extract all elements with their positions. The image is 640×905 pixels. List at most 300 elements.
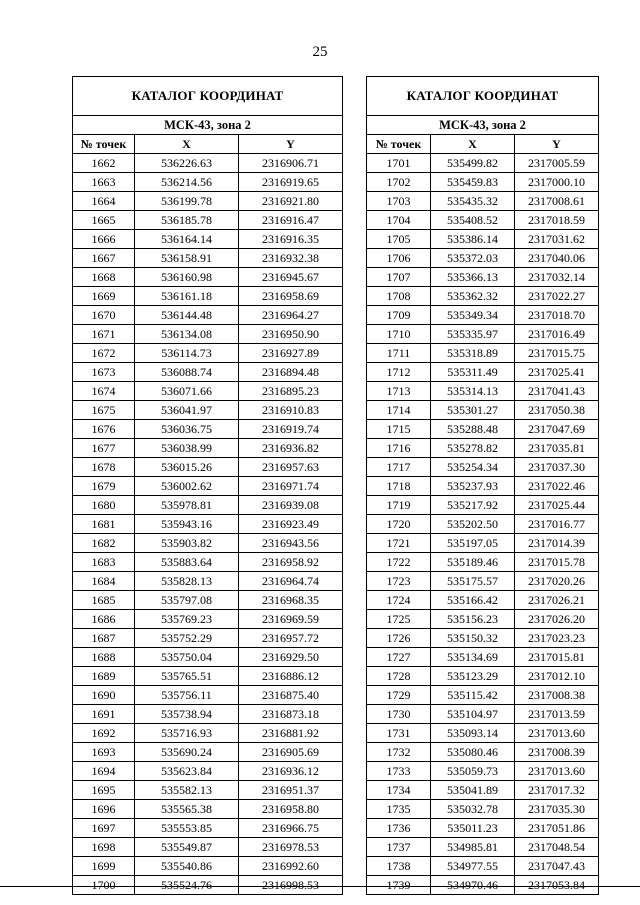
table-row [73, 230, 343, 249]
coordinate-catalog-table-right [366, 76, 599, 895]
x-coordinate-cell: 535217.92 [431, 496, 515, 515]
y-coordinate-cell: 2316950.90 [239, 325, 343, 344]
table-row [73, 268, 343, 287]
point-number-cell: 1682 [73, 534, 135, 553]
table-row [367, 724, 599, 743]
x-coordinate-cell: 535314.13 [431, 382, 515, 401]
point-number-cell: 1730 [367, 705, 431, 724]
x-coordinate-cell: 535769.23 [135, 610, 239, 629]
table-row [367, 648, 599, 667]
point-number-cell: 1681 [73, 515, 135, 534]
point-number-cell: 1684 [73, 572, 135, 591]
point-number-cell: 1688 [73, 648, 135, 667]
y-coordinate-cell: 2316916.47 [239, 211, 343, 230]
x-coordinate-cell: 535883.64 [135, 553, 239, 572]
point-number-cell: 1666 [73, 230, 135, 249]
x-coordinate-cell: 535524.76 [135, 876, 239, 895]
table-row [73, 154, 343, 173]
y-coordinate-cell: 2317008.38 [515, 686, 599, 705]
y-coordinate-cell: 2317022.27 [515, 287, 599, 306]
x-coordinate-cell: 534970.46 [431, 876, 515, 895]
table-row [367, 211, 599, 230]
table-row [367, 876, 599, 895]
table-row [367, 800, 599, 819]
y-coordinate-cell: 2317047.43 [515, 857, 599, 876]
y-coordinate-cell: 2316905.69 [239, 743, 343, 762]
x-coordinate-cell: 535690.24 [135, 743, 239, 762]
y-coordinate-cell: 2317015.75 [515, 344, 599, 363]
table-row [367, 819, 599, 838]
table-row [73, 724, 343, 743]
y-coordinate-cell: 2317022.46 [515, 477, 599, 496]
x-coordinate-cell: 535197.05 [431, 534, 515, 553]
x-coordinate-cell: 535828.13 [135, 572, 239, 591]
y-coordinate-cell: 2317037.30 [515, 458, 599, 477]
table-row [367, 306, 599, 325]
y-coordinate-cell: 2316921.80 [239, 192, 343, 211]
x-coordinate-cell: 536199.78 [135, 192, 239, 211]
point-number-cell: 1674 [73, 382, 135, 401]
table-row [73, 781, 343, 800]
page-number: 25 [312, 44, 328, 60]
x-coordinate-cell: 535134.69 [431, 648, 515, 667]
table-row [73, 192, 343, 211]
x-coordinate-cell: 535435.32 [431, 192, 515, 211]
point-number-cell: 1698 [73, 838, 135, 857]
x-coordinate-cell: 536161.18 [135, 287, 239, 306]
point-number-cell: 1699 [73, 857, 135, 876]
x-coordinate-cell: 535549.87 [135, 838, 239, 857]
point-number-cell: 1701 [367, 154, 431, 173]
point-number-cell: 1705 [367, 230, 431, 249]
y-coordinate-cell: 2316957.72 [239, 629, 343, 648]
x-coordinate-cell: 535011.23 [431, 819, 515, 838]
y-coordinate-cell: 2317048.54 [515, 838, 599, 857]
y-coordinate-cell: 2316945.67 [239, 268, 343, 287]
y-coordinate-cell: 2317053.84 [515, 876, 599, 895]
x-coordinate-cell: 535237.93 [431, 477, 515, 496]
point-number-cell: 1696 [73, 800, 135, 819]
y-coordinate-cell: 2316923.49 [239, 515, 343, 534]
table-row [367, 287, 599, 306]
point-number-cell: 1707 [367, 268, 431, 287]
y-coordinate-cell: 2316957.63 [239, 458, 343, 477]
y-coordinate-cell: 2316906.71 [239, 154, 343, 173]
x-coordinate-cell: 535565.38 [135, 800, 239, 819]
y-coordinate-cell: 2317025.41 [515, 363, 599, 382]
table-row [73, 458, 343, 477]
table-row [367, 534, 599, 553]
table-row [73, 591, 343, 610]
point-number-cell: 1704 [367, 211, 431, 230]
point-number-cell: 1686 [73, 610, 135, 629]
table-row [367, 344, 599, 363]
y-coordinate-cell: 2317035.81 [515, 439, 599, 458]
point-number-cell: 1677 [73, 439, 135, 458]
y-coordinate-cell: 2317015.78 [515, 553, 599, 572]
y-coordinate-cell: 2316943.56 [239, 534, 343, 553]
table-row [73, 857, 343, 876]
y-coordinate-cell: 2317012.10 [515, 667, 599, 686]
point-number-cell: 1709 [367, 306, 431, 325]
table-row [73, 743, 343, 762]
y-coordinate-cell: 2316927.89 [239, 344, 343, 363]
x-coordinate-cell: 535156.23 [431, 610, 515, 629]
y-coordinate-cell: 2316910.83 [239, 401, 343, 420]
x-coordinate-cell: 535738.94 [135, 705, 239, 724]
x-coordinate-cell: 536134.08 [135, 325, 239, 344]
table-row [73, 249, 343, 268]
table-row [367, 838, 599, 857]
point-number-cell: 1716 [367, 439, 431, 458]
column-header-x: X [431, 135, 515, 154]
table-row [73, 515, 343, 534]
x-coordinate-cell: 535150.32 [431, 629, 515, 648]
table-row [367, 781, 599, 800]
catalog-title: КАТАЛОГ КООРДИНАТ [367, 77, 599, 116]
table-body [367, 154, 599, 895]
point-number-cell: 1734 [367, 781, 431, 800]
x-coordinate-cell: 535202.50 [431, 515, 515, 534]
x-coordinate-cell: 535288.48 [431, 420, 515, 439]
point-number-cell: 1732 [367, 743, 431, 762]
x-coordinate-cell: 535104.97 [431, 705, 515, 724]
point-number-cell: 1718 [367, 477, 431, 496]
table-row [367, 553, 599, 572]
point-number-cell: 1683 [73, 553, 135, 572]
y-coordinate-cell: 2316886.12 [239, 667, 343, 686]
point-number-cell: 1664 [73, 192, 135, 211]
x-coordinate-cell: 535311.49 [431, 363, 515, 382]
table-body [73, 154, 343, 895]
point-number-cell: 1700 [73, 876, 135, 895]
table-row [73, 800, 343, 819]
x-coordinate-cell: 535903.82 [135, 534, 239, 553]
table-row [367, 591, 599, 610]
y-coordinate-cell: 2317031.62 [515, 230, 599, 249]
y-coordinate-cell: 2316958.69 [239, 287, 343, 306]
point-number-cell: 1680 [73, 496, 135, 515]
y-coordinate-cell: 2317041.43 [515, 382, 599, 401]
point-number-cell: 1712 [367, 363, 431, 382]
point-number-cell: 1722 [367, 553, 431, 572]
table-row [367, 458, 599, 477]
x-coordinate-cell: 536015.26 [135, 458, 239, 477]
point-number-cell: 1687 [73, 629, 135, 648]
x-coordinate-cell: 535349.34 [431, 306, 515, 325]
table-row [73, 762, 343, 781]
point-number-cell: 1706 [367, 249, 431, 268]
x-coordinate-cell: 535278.82 [431, 439, 515, 458]
table-row [73, 648, 343, 667]
column-header-y: Y [515, 135, 599, 154]
point-number-cell: 1668 [73, 268, 135, 287]
y-coordinate-cell: 2316932.38 [239, 249, 343, 268]
x-coordinate-cell: 535175.57 [431, 572, 515, 591]
point-number-cell: 1714 [367, 401, 431, 420]
table-row [367, 325, 599, 344]
column-header-point-number: № точек [73, 135, 135, 154]
y-coordinate-cell: 2317005.59 [515, 154, 599, 173]
table-row [367, 515, 599, 534]
point-number-cell: 1713 [367, 382, 431, 401]
table-row [73, 534, 343, 553]
x-coordinate-cell: 535372.03 [431, 249, 515, 268]
point-number-cell: 1737 [367, 838, 431, 857]
y-coordinate-cell: 2317014.39 [515, 534, 599, 553]
table-row [73, 876, 343, 895]
table-row [367, 363, 599, 382]
x-coordinate-cell: 535335.97 [431, 325, 515, 344]
table-row [367, 173, 599, 192]
x-coordinate-cell: 536185.78 [135, 211, 239, 230]
point-number-cell: 1733 [367, 762, 431, 781]
table-row [73, 382, 343, 401]
x-coordinate-cell: 535254.34 [431, 458, 515, 477]
table-row [367, 667, 599, 686]
x-coordinate-cell: 535716.93 [135, 724, 239, 743]
x-coordinate-cell: 535408.52 [431, 211, 515, 230]
coordinate-system-subtitle: МСК-43, зона 2 [367, 116, 599, 135]
point-number-cell: 1665 [73, 211, 135, 230]
point-number-cell: 1695 [73, 781, 135, 800]
point-number-cell: 1715 [367, 420, 431, 439]
x-coordinate-cell: 535459.83 [431, 173, 515, 192]
y-coordinate-cell: 2316875.40 [239, 686, 343, 705]
table-row [73, 287, 343, 306]
table-row [73, 686, 343, 705]
table-row [367, 401, 599, 420]
point-number-cell: 1671 [73, 325, 135, 344]
table-row [367, 268, 599, 287]
table-row [73, 610, 343, 629]
table-row [73, 629, 343, 648]
table-row [367, 572, 599, 591]
table-row [367, 743, 599, 762]
coordinate-catalog-table-left [72, 76, 343, 895]
table-row [367, 762, 599, 781]
table-row [367, 705, 599, 724]
point-number-cell: 1729 [367, 686, 431, 705]
table-row [367, 249, 599, 268]
table-row [73, 705, 343, 724]
y-coordinate-cell: 2317020.26 [515, 572, 599, 591]
y-coordinate-cell: 2316958.80 [239, 800, 343, 819]
y-coordinate-cell: 2317026.21 [515, 591, 599, 610]
point-number-cell: 1725 [367, 610, 431, 629]
x-coordinate-cell: 536160.98 [135, 268, 239, 287]
y-coordinate-cell: 2316966.75 [239, 819, 343, 838]
y-coordinate-cell: 2316895.23 [239, 382, 343, 401]
table-row [73, 306, 343, 325]
x-coordinate-cell: 535499.82 [431, 154, 515, 173]
y-coordinate-cell: 2317018.59 [515, 211, 599, 230]
column-header-y: Y [239, 135, 343, 154]
y-coordinate-cell: 2316936.12 [239, 762, 343, 781]
y-coordinate-cell: 2317008.39 [515, 743, 599, 762]
page-bottom-rule [0, 886, 640, 887]
x-coordinate-cell: 535123.29 [431, 667, 515, 686]
x-coordinate-cell: 536041.97 [135, 401, 239, 420]
point-number-cell: 1739 [367, 876, 431, 895]
x-coordinate-cell: 535752.29 [135, 629, 239, 648]
point-number-cell: 1673 [73, 363, 135, 382]
x-coordinate-cell: 534985.81 [431, 838, 515, 857]
y-coordinate-cell: 2316951.37 [239, 781, 343, 800]
table-row [367, 439, 599, 458]
table-row [73, 363, 343, 382]
point-number-cell: 1670 [73, 306, 135, 325]
table-row [73, 477, 343, 496]
y-coordinate-cell: 2316881.92 [239, 724, 343, 743]
x-coordinate-cell: 535553.85 [135, 819, 239, 838]
table-row [367, 230, 599, 249]
x-coordinate-cell: 536036.75 [135, 420, 239, 439]
y-coordinate-cell: 2316958.92 [239, 553, 343, 572]
x-coordinate-cell: 536114.73 [135, 344, 239, 363]
x-coordinate-cell: 535166.42 [431, 591, 515, 610]
table-row [73, 667, 343, 686]
point-number-cell: 1738 [367, 857, 431, 876]
table-row [73, 211, 343, 230]
point-number-cell: 1726 [367, 629, 431, 648]
table-row [73, 553, 343, 572]
table-row [367, 477, 599, 496]
point-number-cell: 1710 [367, 325, 431, 344]
x-coordinate-cell: 535540.86 [135, 857, 239, 876]
y-coordinate-cell: 2316992.60 [239, 857, 343, 876]
y-coordinate-cell: 2317047.69 [515, 420, 599, 439]
x-coordinate-cell: 535032.78 [431, 800, 515, 819]
x-coordinate-cell: 535189.46 [431, 553, 515, 572]
x-coordinate-cell: 535041.89 [431, 781, 515, 800]
y-coordinate-cell: 2317017.32 [515, 781, 599, 800]
point-number-cell: 1689 [73, 667, 135, 686]
x-coordinate-cell: 534977.55 [431, 857, 515, 876]
point-number-cell: 1667 [73, 249, 135, 268]
table-row [73, 838, 343, 857]
y-coordinate-cell: 2316936.82 [239, 439, 343, 458]
x-coordinate-cell: 535623.84 [135, 762, 239, 781]
x-coordinate-cell: 535059.73 [431, 762, 515, 781]
table-row [73, 420, 343, 439]
table-row [367, 686, 599, 705]
point-number-cell: 1711 [367, 344, 431, 363]
table-row [367, 192, 599, 211]
column-header-x: X [135, 135, 239, 154]
x-coordinate-cell: 535115.42 [431, 686, 515, 705]
table-row [367, 857, 599, 876]
point-number-cell: 1685 [73, 591, 135, 610]
point-number-cell: 1727 [367, 648, 431, 667]
y-coordinate-cell: 2317016.77 [515, 515, 599, 534]
point-number-cell: 1694 [73, 762, 135, 781]
x-coordinate-cell: 535797.08 [135, 591, 239, 610]
y-coordinate-cell: 2317000.10 [515, 173, 599, 192]
y-coordinate-cell: 2316873.18 [239, 705, 343, 724]
x-coordinate-cell: 535943.16 [135, 515, 239, 534]
table-row [73, 819, 343, 838]
point-number-cell: 1728 [367, 667, 431, 686]
x-coordinate-cell: 535756.11 [135, 686, 239, 705]
y-coordinate-cell: 2316916.35 [239, 230, 343, 249]
point-number-cell: 1672 [73, 344, 135, 363]
y-coordinate-cell: 2316964.74 [239, 572, 343, 591]
y-coordinate-cell: 2316968.35 [239, 591, 343, 610]
x-coordinate-cell: 536038.99 [135, 439, 239, 458]
point-number-cell: 1719 [367, 496, 431, 515]
point-number-cell: 1702 [367, 173, 431, 192]
table-row [73, 325, 343, 344]
point-number-cell: 1721 [367, 534, 431, 553]
table-row [73, 401, 343, 420]
point-number-cell: 1675 [73, 401, 135, 420]
y-coordinate-cell: 2316919.65 [239, 173, 343, 192]
y-coordinate-cell: 2316939.08 [239, 496, 343, 515]
point-number-cell: 1663 [73, 173, 135, 192]
x-coordinate-cell: 535765.51 [135, 667, 239, 686]
x-coordinate-cell: 535750.04 [135, 648, 239, 667]
y-coordinate-cell: 2317008.61 [515, 192, 599, 211]
point-number-cell: 1736 [367, 819, 431, 838]
table-row [367, 154, 599, 173]
point-number-cell: 1676 [73, 420, 135, 439]
y-coordinate-cell: 2317050.38 [515, 401, 599, 420]
point-number-cell: 1717 [367, 458, 431, 477]
table-row [367, 496, 599, 515]
point-number-cell: 1679 [73, 477, 135, 496]
y-coordinate-cell: 2317013.60 [515, 724, 599, 743]
x-coordinate-cell: 536226.63 [135, 154, 239, 173]
y-coordinate-cell: 2316919.74 [239, 420, 343, 439]
table-row [73, 173, 343, 192]
y-coordinate-cell: 2317025.44 [515, 496, 599, 515]
x-coordinate-cell: 536214.56 [135, 173, 239, 192]
y-coordinate-cell: 2317018.70 [515, 306, 599, 325]
y-coordinate-cell: 2317015.81 [515, 648, 599, 667]
y-coordinate-cell: 2316971.74 [239, 477, 343, 496]
y-coordinate-cell: 2316969.59 [239, 610, 343, 629]
x-coordinate-cell: 536002.62 [135, 477, 239, 496]
table-row [367, 610, 599, 629]
x-coordinate-cell: 535366.13 [431, 268, 515, 287]
point-number-cell: 1692 [73, 724, 135, 743]
point-number-cell: 1735 [367, 800, 431, 819]
y-coordinate-cell: 2317013.59 [515, 705, 599, 724]
x-coordinate-cell: 535318.89 [431, 344, 515, 363]
point-number-cell: 1662 [73, 154, 135, 173]
x-coordinate-cell: 535386.14 [431, 230, 515, 249]
y-coordinate-cell: 2317023.23 [515, 629, 599, 648]
y-coordinate-cell: 2317035.30 [515, 800, 599, 819]
table-row [367, 629, 599, 648]
point-number-cell: 1731 [367, 724, 431, 743]
x-coordinate-cell: 536164.14 [135, 230, 239, 249]
table-row [367, 382, 599, 401]
x-coordinate-cell: 535301.27 [431, 401, 515, 420]
coordinate-system-subtitle: МСК-43, зона 2 [73, 116, 343, 135]
point-number-cell: 1691 [73, 705, 135, 724]
x-coordinate-cell: 535978.81 [135, 496, 239, 515]
x-coordinate-cell: 535080.46 [431, 743, 515, 762]
y-coordinate-cell: 2316894.48 [239, 363, 343, 382]
y-coordinate-cell: 2316978.53 [239, 838, 343, 857]
y-coordinate-cell: 2317026.20 [515, 610, 599, 629]
point-number-cell: 1669 [73, 287, 135, 306]
point-number-cell: 1708 [367, 287, 431, 306]
y-coordinate-cell: 2317032.14 [515, 268, 599, 287]
x-coordinate-cell: 535582.13 [135, 781, 239, 800]
